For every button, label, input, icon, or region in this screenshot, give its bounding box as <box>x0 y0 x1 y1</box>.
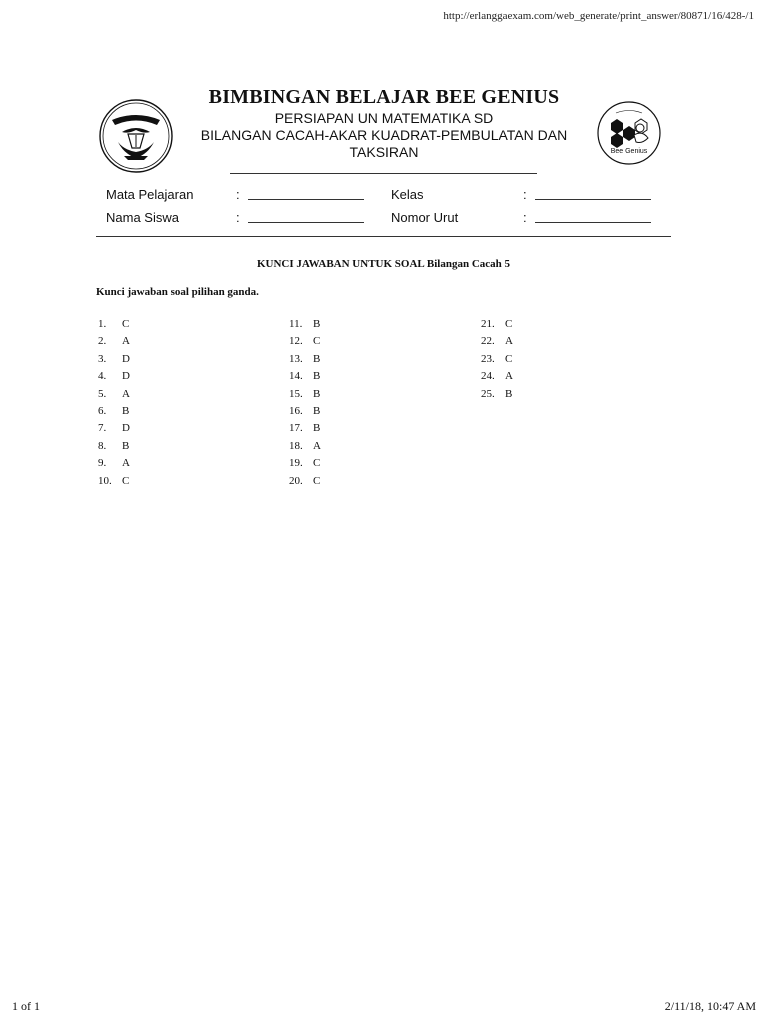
institution-title: BIMBINGAN BELAJAR BEE GENIUS <box>208 86 560 108</box>
answer-item <box>289 438 321 455</box>
question-number: 16. <box>289 404 303 417</box>
answer-letter: C <box>122 318 130 330</box>
answer-column-2 <box>289 316 321 490</box>
answer-letter: A <box>313 439 321 452</box>
answer-letter: B <box>505 387 513 400</box>
question-number: 25. <box>481 387 495 400</box>
answer-letter: A <box>122 457 130 470</box>
answer-item <box>481 368 513 385</box>
student-name-field <box>248 210 364 223</box>
student-name-colon: : <box>236 210 240 225</box>
number-label: Nomor Urut <box>391 210 459 225</box>
answer-column-1 <box>98 316 130 490</box>
answer-item <box>289 386 321 403</box>
answer-letter: C <box>313 335 321 348</box>
subject-field <box>248 187 364 200</box>
question-number: 22. <box>481 335 495 348</box>
answer-letter: C <box>505 352 513 365</box>
answer-letter: B <box>313 318 321 330</box>
question-number: 18. <box>289 439 303 452</box>
student-info-table <box>106 183 651 229</box>
question-number: 19. <box>289 457 303 470</box>
answer-item <box>289 316 321 333</box>
subject-label: Mata Pelajaran <box>106 187 194 202</box>
answer-item <box>481 351 513 368</box>
exam-subtitle: PERSIAPAN UN MATEMATIKA SD <box>274 110 494 126</box>
answer-letter: B <box>122 439 130 452</box>
answer-item <box>98 333 130 350</box>
answer-key-title: KUNCI JAWABAN UNTUK SOAL Bilangan Cacah 5 <box>256 258 511 270</box>
answer-item <box>289 403 321 420</box>
answer-letter: C <box>122 474 130 487</box>
question-number: 9. <box>98 457 107 470</box>
answer-letter: A <box>122 335 130 348</box>
number-field <box>535 210 651 223</box>
question-number: 21. <box>481 318 495 330</box>
answer-item <box>289 351 321 368</box>
page-count: 1 of 1 <box>12 999 40 1013</box>
question-number: 24. <box>481 370 495 383</box>
section-divider <box>96 236 671 237</box>
question-number: 8. <box>98 439 107 452</box>
answer-item <box>98 438 130 455</box>
answer-item <box>289 368 321 385</box>
answer-letter: C <box>505 318 513 330</box>
question-number: 11. <box>289 318 303 330</box>
answer-letter: B <box>313 387 321 400</box>
answer-item <box>481 386 513 403</box>
bee-genius-caption: Bee Genius <box>610 148 648 155</box>
answer-item <box>98 368 130 385</box>
class-colon: : <box>523 187 527 202</box>
question-number: 15. <box>289 387 303 400</box>
question-number: 2. <box>98 335 107 348</box>
question-number: 23. <box>481 352 495 365</box>
bee-genius-logo <box>596 100 662 166</box>
exam-topic: BILANGAN CACAH-AKAR KUADRAT-PEMBULATAN DAN TAKSIRAN <box>200 127 568 160</box>
question-number: 6. <box>98 404 107 417</box>
question-number: 3. <box>98 352 107 365</box>
question-number: 7. <box>98 422 107 435</box>
answer-key-instruction: Kunci jawaban soal pilihan ganda. <box>96 286 259 298</box>
answer-item <box>98 386 130 403</box>
answer-item <box>289 333 321 350</box>
answer-letter: C <box>313 474 321 487</box>
answer-letter: D <box>122 370 130 383</box>
answer-letter: A <box>122 387 130 400</box>
class-field <box>535 187 651 200</box>
answer-letter: D <box>122 352 130 365</box>
answer-column-3 <box>481 316 513 403</box>
answer-item <box>289 455 321 472</box>
document-header <box>180 84 588 161</box>
question-number: 5. <box>98 387 107 400</box>
answer-item <box>289 420 321 437</box>
answer-item <box>481 316 513 333</box>
answer-item <box>98 351 130 368</box>
answer-item <box>289 473 321 490</box>
print-datetime: 2/11/18, 10:47 AM <box>664 999 756 1013</box>
answer-letter: C <box>313 457 321 470</box>
answer-letter: A <box>505 335 513 348</box>
answer-letter: D <box>122 422 130 435</box>
question-number: 1. <box>98 318 107 330</box>
question-number: 14. <box>289 370 303 383</box>
page-url: http://erlanggaexam.com/web_generate/print_answer/80871/16/428-/1 <box>443 10 754 22</box>
student-name-label: Nama Siswa <box>106 210 179 225</box>
question-number: 20. <box>289 474 303 487</box>
answer-letter: B <box>122 404 130 417</box>
question-number: 17. <box>289 422 303 435</box>
answer-item <box>98 455 130 472</box>
number-colon: : <box>523 210 527 225</box>
tut-wuri-handayani-logo <box>98 98 174 174</box>
header-underline <box>230 173 537 174</box>
question-number: 13. <box>289 352 303 365</box>
answer-item <box>98 420 130 437</box>
question-number: 10. <box>98 474 112 487</box>
answer-letter: B <box>313 422 321 435</box>
class-label: Kelas <box>391 187 424 202</box>
answer-letter: A <box>505 370 513 383</box>
question-number: 12. <box>289 335 303 348</box>
answer-item <box>98 403 130 420</box>
answer-letter: B <box>313 404 321 417</box>
answer-item <box>98 473 130 490</box>
answer-letter: B <box>313 352 321 365</box>
answer-letter: B <box>313 370 321 383</box>
question-number: 4. <box>98 370 107 383</box>
answer-item <box>98 316 130 333</box>
answer-item <box>481 333 513 350</box>
subject-colon: : <box>236 187 240 202</box>
